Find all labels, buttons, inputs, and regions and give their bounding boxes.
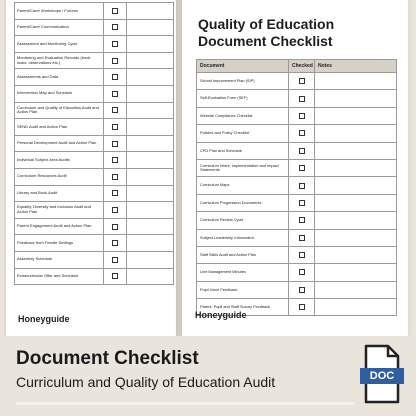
checkbox-icon[interactable] <box>112 240 118 246</box>
document-name: Equality, Diversity and Inclusion Audit and Action Plan <box>15 202 104 219</box>
checkbox-icon[interactable] <box>299 148 305 154</box>
notes-cell[interactable] <box>127 235 174 252</box>
table-row <box>15 69 174 86</box>
table-row <box>15 19 174 36</box>
document-name: Feedback from Feeder Settings <box>15 235 104 252</box>
notes-cell[interactable] <box>127 36 174 53</box>
checked-cell <box>104 69 127 86</box>
checked-cell <box>104 152 127 169</box>
checkbox-icon[interactable] <box>299 235 305 241</box>
table-row <box>15 168 174 185</box>
document-name: Library and Book Audit <box>15 185 104 202</box>
doc-file-badge: DOC <box>360 368 404 384</box>
banner-subtitle: Curriculum and Quality of Education Audit <box>16 374 276 390</box>
table-row <box>197 177 397 194</box>
document-name: Parent/Carer Workshops / Forums <box>15 3 104 20</box>
checked-cell <box>289 177 315 194</box>
table-row <box>15 185 174 202</box>
checkbox-icon[interactable] <box>112 124 118 130</box>
checked-cell <box>104 268 127 285</box>
notes-cell[interactable] <box>315 159 397 176</box>
checkbox-icon[interactable] <box>112 58 118 64</box>
table-row <box>197 281 397 298</box>
header-document: Document <box>197 60 289 73</box>
table-row <box>197 194 397 211</box>
checked-cell <box>289 229 315 246</box>
checked-cell <box>289 281 315 298</box>
checkbox-icon[interactable] <box>299 304 305 310</box>
checkbox-icon[interactable] <box>299 130 305 136</box>
notes-cell[interactable] <box>315 212 397 229</box>
notes-cell[interactable] <box>127 185 174 202</box>
checkbox-icon[interactable] <box>299 287 305 293</box>
notes-cell[interactable] <box>315 177 397 194</box>
table-row <box>15 235 174 252</box>
table-row <box>15 102 174 119</box>
document-name: Website Compliance Checklist <box>197 107 289 124</box>
checked-cell <box>289 73 315 90</box>
document-name: Curriculum Resources Audit <box>15 168 104 185</box>
checked-cell <box>104 185 127 202</box>
checkbox-icon[interactable] <box>299 217 305 223</box>
checked-cell <box>289 194 315 211</box>
checked-cell <box>289 246 315 263</box>
table-row <box>197 264 397 281</box>
banner-divider <box>16 402 354 405</box>
front-logo: Honeyguide <box>195 310 247 320</box>
checked-cell <box>289 212 315 229</box>
table-row <box>197 159 397 176</box>
document-name: Line Management Minutes <box>197 264 289 281</box>
document-name: Monitoring and Evaluation Records (book looks, observations etc.) <box>15 52 104 69</box>
document-name: Parent, Pupil and Staff Survey Feedback <box>197 299 289 316</box>
table-row <box>15 36 174 53</box>
front-checklist-table <box>196 59 397 316</box>
document-name: Parent/Carer Communication <box>15 19 104 36</box>
notes-cell[interactable] <box>315 229 397 246</box>
table-row <box>197 229 397 246</box>
notes-cell[interactable] <box>127 218 174 235</box>
notes-cell[interactable] <box>127 152 174 169</box>
checkbox-icon[interactable] <box>299 165 305 171</box>
checked-cell <box>104 202 127 219</box>
checkbox-icon[interactable] <box>112 107 118 113</box>
document-name: Self-Evaluation Form (SEF) <box>197 90 289 107</box>
front-page <box>182 0 408 336</box>
checked-cell <box>104 168 127 185</box>
table-row <box>15 268 174 285</box>
document-name: Extracurricular Offer and Schedule <box>15 268 104 285</box>
checkbox-icon[interactable] <box>112 91 118 97</box>
back-checklist-table <box>14 2 174 285</box>
checked-cell <box>104 218 127 235</box>
checked-cell <box>289 264 315 281</box>
table-row <box>15 119 174 136</box>
table-row <box>197 107 397 124</box>
checked-cell <box>289 159 315 176</box>
checked-cell <box>289 142 315 159</box>
notes-cell[interactable] <box>127 135 174 152</box>
checkbox-icon[interactable] <box>299 252 305 258</box>
checked-cell <box>289 125 315 142</box>
notes-cell[interactable] <box>127 3 174 20</box>
document-name: Curriculum Progression Documents <box>197 194 289 211</box>
checked-cell <box>104 19 127 36</box>
table-row <box>15 52 174 69</box>
checkbox-icon[interactable] <box>112 190 118 196</box>
notes-cell[interactable] <box>127 202 174 219</box>
notes-cell[interactable] <box>127 251 174 268</box>
table-row <box>15 218 174 235</box>
header-notes: Notes <box>315 60 397 73</box>
checkbox-icon[interactable] <box>112 157 118 163</box>
document-name: Intervention Map and Schedule <box>15 85 104 102</box>
notes-cell[interactable] <box>315 107 397 124</box>
table-header-row <box>197 60 397 73</box>
checkbox-icon[interactable] <box>112 8 118 14</box>
checked-cell <box>104 119 127 136</box>
checkbox-icon[interactable] <box>299 78 305 84</box>
document-name: SEND Audit and Action Plan <box>15 119 104 136</box>
table-row <box>15 202 174 219</box>
title-line-2: Document Checklist <box>198 33 333 49</box>
checkbox-icon[interactable] <box>112 24 118 30</box>
table-row <box>15 3 174 20</box>
notes-cell[interactable] <box>315 246 397 263</box>
page-title <box>198 16 398 50</box>
document-name: Curriculum Maps <box>197 177 289 194</box>
document-name: Curriculum and Quality of Education Audit and Action Plan <box>15 102 104 119</box>
document-name: Parent Engagement Audit and Action Plan <box>15 218 104 235</box>
table-row <box>197 212 397 229</box>
product-banner <box>0 336 416 416</box>
notes-cell[interactable] <box>127 85 174 102</box>
notes-cell[interactable] <box>127 52 174 69</box>
notes-cell[interactable] <box>315 299 397 316</box>
header-checked: Checked <box>289 60 315 73</box>
table-row <box>197 73 397 90</box>
checked-cell <box>104 52 127 69</box>
table-row <box>15 135 174 152</box>
checkbox-icon[interactable] <box>112 141 118 147</box>
checkbox-icon[interactable] <box>112 257 118 263</box>
notes-cell[interactable] <box>315 125 397 142</box>
checked-cell <box>289 107 315 124</box>
document-name: School Improvement Plan (SIP) <box>197 73 289 90</box>
document-name: Assessment and Monitoring Cycle <box>15 36 104 53</box>
document-name: Assembly Schedule <box>15 251 104 268</box>
notes-cell[interactable] <box>315 73 397 90</box>
document-name: Curriculum Intent, Implementation and Impact Statements <box>197 159 289 176</box>
checkbox-icon[interactable] <box>299 269 305 275</box>
checkbox-icon[interactable] <box>299 96 305 102</box>
checked-cell <box>289 299 315 316</box>
table-row <box>15 85 174 102</box>
back-page <box>6 0 176 336</box>
checked-cell <box>104 251 127 268</box>
checked-cell <box>104 36 127 53</box>
notes-cell[interactable] <box>315 194 397 211</box>
document-name: Assessments and Data <box>15 69 104 86</box>
document-file-icon <box>360 344 404 404</box>
checkbox-icon[interactable] <box>299 183 305 189</box>
table-row <box>15 152 174 169</box>
document-name: Staff Skills Audit and Action Plan <box>197 246 289 263</box>
checkbox-icon[interactable] <box>112 273 118 279</box>
document-name: Pupil Voice Feedback <box>197 281 289 298</box>
title-line-1: Quality of Education <box>198 16 335 32</box>
notes-cell[interactable] <box>127 19 174 36</box>
document-name: CPD Plan and Schedule <box>197 142 289 159</box>
checked-cell <box>289 90 315 107</box>
checkbox-icon[interactable] <box>112 207 118 213</box>
notes-cell[interactable] <box>127 168 174 185</box>
checkbox-icon[interactable] <box>112 41 118 47</box>
notes-cell[interactable] <box>315 264 397 281</box>
table-row <box>197 246 397 263</box>
document-name: Individual Subject Area Audits <box>15 152 104 169</box>
notes-cell[interactable] <box>127 268 174 285</box>
banner-title: Document Checklist <box>16 348 199 369</box>
document-name: Subject Leadership Information <box>197 229 289 246</box>
notes-cell[interactable] <box>127 119 174 136</box>
checked-cell <box>104 85 127 102</box>
checkbox-icon[interactable] <box>112 224 118 230</box>
checkbox-icon[interactable] <box>299 200 305 206</box>
document-name: Personal Development Audit and Action Plan <box>15 135 104 152</box>
table-row <box>15 251 174 268</box>
table-row <box>197 142 397 159</box>
table-row <box>197 125 397 142</box>
document-name: Curriculum Review Cycle <box>197 212 289 229</box>
notes-cell[interactable] <box>127 102 174 119</box>
checked-cell <box>104 235 127 252</box>
checkbox-icon[interactable] <box>299 113 305 119</box>
notes-cell[interactable] <box>127 69 174 86</box>
notes-cell[interactable] <box>315 142 397 159</box>
table-row <box>197 90 397 107</box>
notes-cell[interactable] <box>315 90 397 107</box>
notes-cell[interactable] <box>315 281 397 298</box>
document-name: Policies and Policy Checklist <box>197 125 289 142</box>
back-logo: Honeyguide <box>18 314 70 324</box>
checked-cell <box>104 135 127 152</box>
checked-cell <box>104 102 127 119</box>
checkbox-icon[interactable] <box>112 174 118 180</box>
checkbox-icon[interactable] <box>112 74 118 80</box>
checked-cell <box>104 3 127 20</box>
